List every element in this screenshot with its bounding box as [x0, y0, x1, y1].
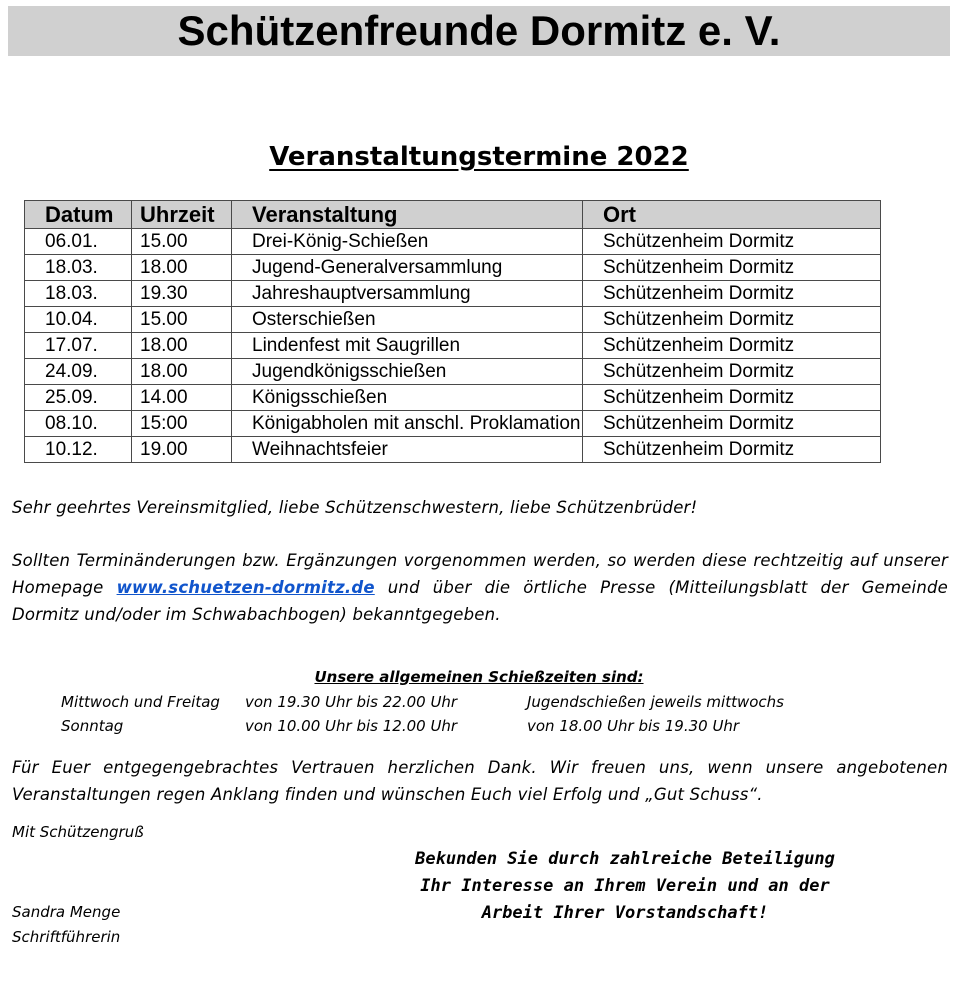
- appeal-box: [375, 846, 875, 927]
- table-row: [25, 307, 881, 333]
- event-date: 18.03.: [25, 281, 132, 307]
- event-location: Schützenheim Dormitz: [583, 411, 881, 437]
- schedule-youth: Jugendschießen jeweils mittwochs: [527, 693, 784, 711]
- notice-text-after: und über die örtliche Presse (Mitteilungsblatt der Gemeinde Dormitz und/oder im Schwabachbogen) bekanntgegeben.: [12, 578, 949, 624]
- event-location: Schützenheim Dormitz: [583, 437, 881, 463]
- schedule-days: Sonntag: [61, 717, 124, 735]
- event-location: Schützenheim Dormitz: [583, 333, 881, 359]
- table-row: [25, 333, 881, 359]
- event-name: Weihnachtsfeier: [232, 437, 583, 463]
- schedule-time: von 10.00 Uhr bis 12.00 Uhr: [245, 717, 458, 735]
- appeal-line: Ihr Interesse an Ihrem Verein und an der: [420, 876, 830, 896]
- table-row: [25, 411, 881, 437]
- event-name: Osterschießen: [232, 307, 583, 333]
- table-row: [25, 255, 881, 281]
- table-row: [25, 385, 881, 411]
- event-location: Schützenheim Dormitz: [583, 229, 881, 255]
- column-header-event: Veranstaltung: [232, 201, 583, 229]
- event-date: 10.04.: [25, 307, 132, 333]
- appeal-line: Bekunden Sie durch zahlreiche Beteiligung: [415, 849, 835, 869]
- table-row: [25, 281, 881, 307]
- event-location: Schützenheim Dormitz: [583, 359, 881, 385]
- homepage-link[interactable]: www.schuetzen-dormitz.de: [116, 578, 375, 597]
- event-name: Jugend-Generalversammlung: [232, 255, 583, 281]
- event-time: 18.00: [132, 359, 232, 385]
- event-date: 18.03.: [25, 255, 132, 281]
- appeal-line: Arbeit Ihrer Vorstandschaft!: [481, 903, 769, 923]
- event-time: 14.00: [132, 385, 232, 411]
- event-time: 18.00: [132, 255, 232, 281]
- event-name: Jugendkönigsschießen: [232, 359, 583, 385]
- column-header-time: Uhrzeit: [132, 201, 232, 229]
- table-row: [25, 229, 881, 255]
- column-header-date: Datum: [25, 201, 132, 229]
- event-date: 06.01.: [25, 229, 132, 255]
- table-row: [25, 437, 881, 463]
- thanks-paragraph: Für Euer entgegengebrachtes Vertrauen herzlichen Dank. Wir freuen uns, wenn unsere angebotenen Veranstaltungen regen Anklang finden und wünschen Euch viel Erfolg und „Gut Schuss“.: [12, 758, 948, 804]
- event-time: 15.00: [132, 307, 232, 333]
- event-location: Schützenheim Dormitz: [583, 307, 881, 333]
- notice-text-before: Sollten Terminänderungen bzw. Ergänzungen vorgenommen werden, so werden diese rechtzeitig auf unserer Homepage: [12, 551, 948, 597]
- event-location: Schützenheim Dormitz: [583, 281, 881, 307]
- schedule-days: Mittwoch und Freitag: [61, 693, 220, 711]
- events-table: [24, 200, 881, 463]
- event-location: Schützenheim Dormitz: [583, 255, 881, 281]
- event-time: 15.00: [132, 229, 232, 255]
- closing: Mit Schützengruß: [12, 823, 144, 841]
- events-title: Veranstaltungstermine 2022: [269, 142, 689, 172]
- event-location: Schützenheim Dormitz: [583, 385, 881, 411]
- event-name: Königabholen mit anschl. Proklamation: [232, 411, 583, 437]
- event-name: Lindenfest mit Saugrillen: [232, 333, 583, 359]
- schedule-youth: von 18.00 Uhr bis 19.30 Uhr: [527, 717, 740, 735]
- event-time: 19.30: [132, 281, 232, 307]
- signer-role: Schriftführerin: [12, 928, 121, 946]
- event-name: Jahreshauptversammlung: [232, 281, 583, 307]
- club-title: Schützenfreunde Dormitz e. V.: [177, 7, 781, 54]
- schedule-time: von 19.30 Uhr bis 22.00 Uhr: [245, 693, 458, 711]
- event-date: 10.12.: [25, 437, 132, 463]
- event-name: Königsschießen: [232, 385, 583, 411]
- event-time: 15:00: [132, 411, 232, 437]
- event-name: Drei-König-Schießen: [232, 229, 583, 255]
- table-row: [25, 359, 881, 385]
- event-date: 08.10.: [25, 411, 132, 437]
- event-time: 18.00: [132, 333, 232, 359]
- signer-name: Sandra Menge: [12, 903, 121, 921]
- notice-paragraph: [12, 547, 948, 628]
- schedule-title: Unsere allgemeinen Schießzeiten sind:: [314, 668, 644, 686]
- column-header-location: Ort: [583, 201, 881, 229]
- event-date: 25.09.: [25, 385, 132, 411]
- club-title-banner: [8, 6, 950, 56]
- event-time: 19.00: [132, 437, 232, 463]
- event-date: 24.09.: [25, 359, 132, 385]
- events-table-header: [25, 201, 881, 229]
- event-date: 17.07.: [25, 333, 132, 359]
- greeting: Sehr geehrtes Vereinsmitglied, liebe Schützenschwestern, liebe Schützenbrüder!: [12, 498, 698, 517]
